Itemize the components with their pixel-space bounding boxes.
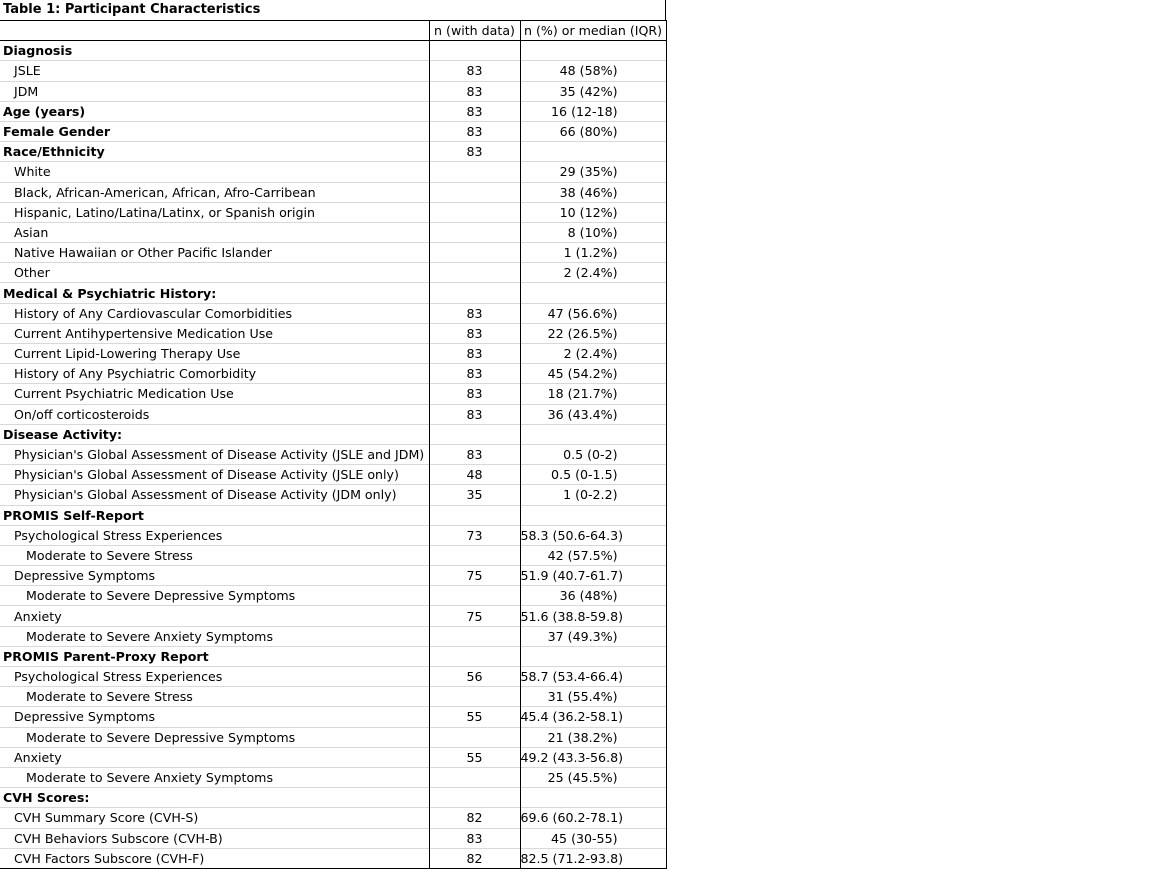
row-value: 1 (0-2.2) bbox=[520, 485, 666, 505]
row-value: 22 (26.5%) bbox=[520, 323, 666, 343]
row-value: 42 (57.5%) bbox=[520, 545, 666, 565]
row-n bbox=[429, 505, 520, 525]
table-row bbox=[0, 667, 666, 687]
section-row bbox=[0, 283, 666, 303]
row-label: Age (years) bbox=[3, 103, 86, 119]
row-value: 18 (21.7%) bbox=[520, 384, 666, 404]
row-value: 36 (48%) bbox=[520, 586, 666, 606]
table-row bbox=[0, 727, 666, 747]
row-n bbox=[429, 545, 520, 565]
header-n-percent-or-median: n (%) or median (IQR) bbox=[520, 21, 666, 41]
row-value: 31 (55.4%) bbox=[520, 687, 666, 707]
row-value: 58.7 (53.4-66.4) bbox=[520, 667, 666, 687]
row-value: 48 (58%) bbox=[520, 61, 666, 81]
row-n bbox=[429, 182, 520, 202]
table-row bbox=[0, 263, 666, 283]
row-value: 21 (38.2%) bbox=[520, 727, 666, 747]
row-n: 83 bbox=[429, 81, 520, 101]
row-label: White bbox=[14, 164, 51, 180]
row-value: 45.4 (36.2-58.1) bbox=[520, 707, 666, 727]
participant-characteristics-table bbox=[0, 20, 667, 869]
table-body bbox=[0, 41, 666, 869]
row-label: Depressive Symptoms bbox=[14, 568, 156, 584]
row-value: 37 (49.3%) bbox=[520, 626, 666, 646]
row-label: History of Any Cardiovascular Comorbidities bbox=[14, 305, 293, 321]
row-n: 48 bbox=[429, 465, 520, 485]
row-value bbox=[520, 424, 666, 444]
table-row bbox=[0, 606, 666, 626]
row-label: Anxiety bbox=[14, 608, 62, 624]
row-label: Black, African-American, African, Afro-Carribean bbox=[14, 184, 316, 200]
row-label: Moderate to Severe Depressive Symptoms bbox=[26, 729, 296, 745]
row-n bbox=[429, 283, 520, 303]
table-row bbox=[0, 303, 666, 323]
table-row bbox=[0, 687, 666, 707]
row-label: Current Psychiatric Medication Use bbox=[14, 386, 234, 402]
section-row bbox=[0, 505, 666, 525]
row-n bbox=[429, 162, 520, 182]
table-row bbox=[0, 182, 666, 202]
row-label: Female Gender bbox=[3, 124, 111, 140]
table-row bbox=[0, 222, 666, 242]
row-value: 10 (12%) bbox=[520, 202, 666, 222]
row-label: CVH Behaviors Subscore (CVH-B) bbox=[14, 830, 223, 846]
row-value: 69.6 (60.2-78.1) bbox=[520, 808, 666, 828]
section-row bbox=[0, 424, 666, 444]
row-value: 58.3 (50.6-64.3) bbox=[520, 525, 666, 545]
row-n: 82 bbox=[429, 848, 520, 868]
row-n bbox=[429, 424, 520, 444]
table-row bbox=[0, 747, 666, 767]
row-n bbox=[429, 586, 520, 606]
row-n: 83 bbox=[429, 344, 520, 364]
row-n: 83 bbox=[429, 303, 520, 323]
row-value: 49.2 (43.3-56.8) bbox=[520, 747, 666, 767]
row-n bbox=[429, 202, 520, 222]
row-value: 25 (45.5%) bbox=[520, 767, 666, 787]
table-title: Table 1: Participant Characteristics bbox=[0, 0, 666, 20]
section-row bbox=[0, 41, 666, 61]
row-label: Physician's Global Assessment of Disease Activity (JSLE and JDM) bbox=[14, 447, 425, 463]
table-row bbox=[0, 626, 666, 646]
row-value bbox=[520, 41, 666, 61]
row-label: Physician's Global Assessment of Disease Activity (JDM only) bbox=[14, 487, 397, 503]
row-n: 83 bbox=[429, 384, 520, 404]
row-n bbox=[429, 727, 520, 747]
table-row bbox=[0, 404, 666, 424]
row-n bbox=[429, 41, 520, 61]
row-value: 45 (54.2%) bbox=[520, 364, 666, 384]
section-row bbox=[0, 646, 666, 666]
row-value: 2 (2.4%) bbox=[520, 344, 666, 364]
row-n bbox=[429, 243, 520, 263]
table-row bbox=[0, 848, 666, 868]
row-value bbox=[520, 283, 666, 303]
row-label: Moderate to Severe Anxiety Symptoms bbox=[26, 770, 274, 786]
row-n bbox=[429, 626, 520, 646]
table-row bbox=[0, 525, 666, 545]
section-row bbox=[0, 121, 666, 141]
section-row bbox=[0, 142, 666, 162]
row-n: 73 bbox=[429, 525, 520, 545]
row-value bbox=[520, 505, 666, 525]
row-label: Other bbox=[14, 265, 50, 281]
row-value bbox=[520, 142, 666, 162]
table-row bbox=[0, 344, 666, 364]
row-value bbox=[520, 788, 666, 808]
row-label: Medical & Psychiatric History: bbox=[3, 285, 217, 301]
table-row bbox=[0, 364, 666, 384]
table-header-row bbox=[0, 21, 666, 41]
row-n: 82 bbox=[429, 808, 520, 828]
row-label: Moderate to Severe Anxiety Symptoms bbox=[26, 628, 274, 644]
row-label: Psychological Stress Experiences bbox=[14, 669, 223, 685]
row-value: 16 (12-18) bbox=[520, 101, 666, 121]
row-label: Psychological Stress Experiences bbox=[14, 527, 223, 543]
table-row bbox=[0, 202, 666, 222]
row-n bbox=[429, 788, 520, 808]
row-value: 0.5 (0-1.5) bbox=[520, 465, 666, 485]
table-row bbox=[0, 61, 666, 81]
table-row bbox=[0, 81, 666, 101]
row-label: Depressive Symptoms bbox=[14, 709, 156, 725]
table-row bbox=[0, 444, 666, 464]
row-n: 83 bbox=[429, 444, 520, 464]
row-value: 29 (35%) bbox=[520, 162, 666, 182]
row-n bbox=[429, 767, 520, 787]
table-row bbox=[0, 465, 666, 485]
row-label: CVH Summary Score (CVH-S) bbox=[14, 810, 199, 826]
row-n: 75 bbox=[429, 606, 520, 626]
row-label: Race/Ethnicity bbox=[3, 144, 105, 160]
row-label: JSLE bbox=[14, 63, 41, 79]
row-label: JDM bbox=[14, 83, 39, 99]
row-n bbox=[429, 263, 520, 283]
table-row bbox=[0, 162, 666, 182]
row-value: 35 (42%) bbox=[520, 81, 666, 101]
row-n bbox=[429, 687, 520, 707]
table-row bbox=[0, 566, 666, 586]
table-row bbox=[0, 767, 666, 787]
table-row bbox=[0, 243, 666, 263]
row-value: 38 (46%) bbox=[520, 182, 666, 202]
row-value: 82.5 (71.2-93.8) bbox=[520, 848, 666, 868]
row-n: 83 bbox=[429, 61, 520, 81]
row-n bbox=[429, 222, 520, 242]
table-row bbox=[0, 586, 666, 606]
header-characteristic bbox=[0, 21, 429, 41]
row-label: Asian bbox=[14, 224, 49, 240]
row-label: Current Lipid-Lowering Therapy Use bbox=[14, 346, 241, 362]
row-n: 56 bbox=[429, 667, 520, 687]
table-row bbox=[0, 828, 666, 848]
row-label: History of Any Psychiatric Comorbidity bbox=[14, 366, 257, 382]
row-value: 0.5 (0-2) bbox=[520, 444, 666, 464]
table-row bbox=[0, 384, 666, 404]
row-value: 66 (80%) bbox=[520, 121, 666, 141]
row-label: Moderate to Severe Depressive Symptoms bbox=[26, 588, 296, 604]
row-label: CVH Scores: bbox=[3, 790, 90, 806]
row-n: 83 bbox=[429, 101, 520, 121]
table-row bbox=[0, 808, 666, 828]
row-value: 8 (10%) bbox=[520, 222, 666, 242]
row-label: Native Hawaiian or Other Pacific Islander bbox=[14, 245, 272, 261]
table-row bbox=[0, 485, 666, 505]
row-n: 83 bbox=[429, 828, 520, 848]
row-value: 36 (43.4%) bbox=[520, 404, 666, 424]
row-n: 83 bbox=[429, 404, 520, 424]
row-n: 83 bbox=[429, 142, 520, 162]
row-label: PROMIS Parent-Proxy Report bbox=[3, 648, 209, 664]
row-value bbox=[520, 646, 666, 666]
row-value: 51.6 (38.8-59.8) bbox=[520, 606, 666, 626]
row-n: 83 bbox=[429, 323, 520, 343]
row-n: 75 bbox=[429, 566, 520, 586]
table-row bbox=[0, 323, 666, 343]
table-row bbox=[0, 545, 666, 565]
row-value: 2 (2.4%) bbox=[520, 263, 666, 283]
row-value: 45 (30-55) bbox=[520, 828, 666, 848]
header-n-with-data: n (with data) bbox=[429, 21, 520, 41]
row-n: 55 bbox=[429, 707, 520, 727]
row-n: 83 bbox=[429, 121, 520, 141]
table-row bbox=[0, 707, 666, 727]
section-row bbox=[0, 101, 666, 121]
row-label: Moderate to Severe Stress bbox=[26, 547, 193, 563]
row-value: 1 (1.2%) bbox=[520, 243, 666, 263]
row-label: Physician's Global Assessment of Disease Activity (JSLE only) bbox=[14, 467, 399, 483]
section-row bbox=[0, 788, 666, 808]
row-label: Anxiety bbox=[14, 749, 62, 765]
row-value: 51.9 (40.7-61.7) bbox=[520, 566, 666, 586]
row-label: On/off corticosteroids bbox=[14, 406, 150, 422]
row-label: Moderate to Severe Stress bbox=[26, 689, 193, 705]
row-label: Current Antihypertensive Medication Use bbox=[14, 325, 274, 341]
row-label: Diagnosis bbox=[3, 43, 73, 59]
row-label: PROMIS Self-Report bbox=[3, 507, 144, 523]
row-n bbox=[429, 646, 520, 666]
row-n: 83 bbox=[429, 364, 520, 384]
row-n: 35 bbox=[429, 485, 520, 505]
row-value: 47 (56.6%) bbox=[520, 303, 666, 323]
row-label: CVH Factors Subscore (CVH-F) bbox=[14, 850, 205, 866]
row-n: 55 bbox=[429, 747, 520, 767]
row-label: Disease Activity: bbox=[3, 426, 123, 442]
row-label: Hispanic, Latino/Latina/Latinx, or Spanish origin bbox=[14, 204, 315, 220]
